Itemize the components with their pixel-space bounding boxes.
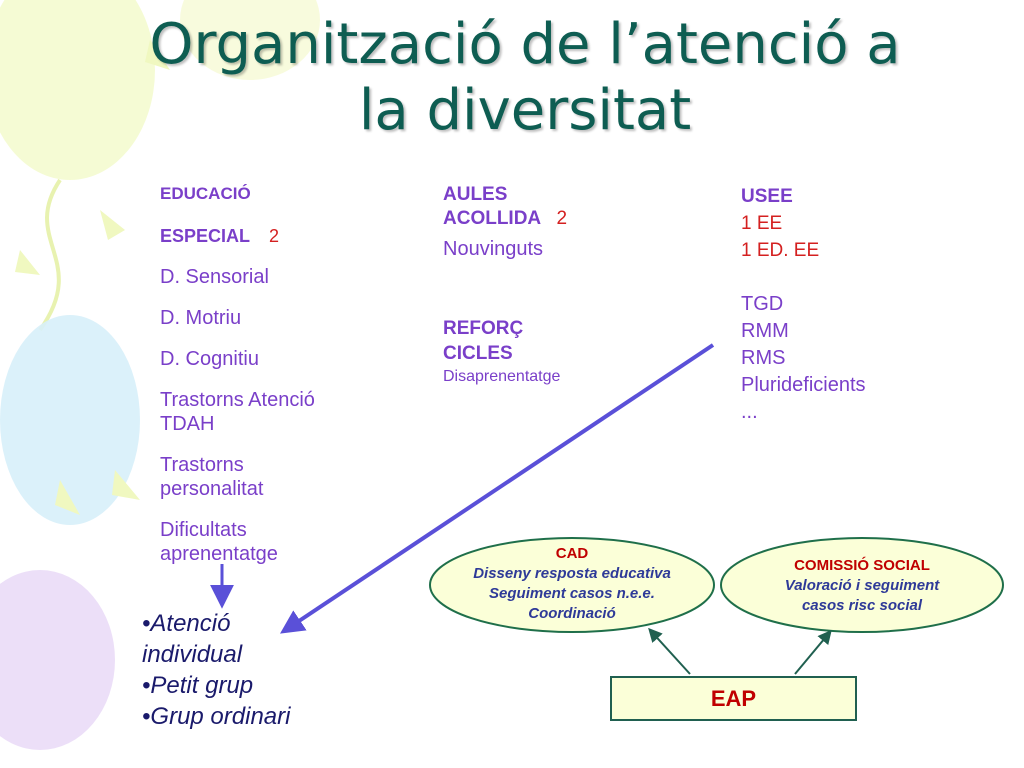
col3-item: TGD xyxy=(741,293,784,315)
col3-item: ... xyxy=(741,401,758,423)
cad-text xyxy=(440,544,704,624)
cad-line: Coordinació xyxy=(528,605,616,622)
col3-item: RMM xyxy=(741,320,789,342)
col1-item: Dificultats aprenentatge xyxy=(160,519,278,565)
col-educacio-especial xyxy=(160,182,330,583)
col1-item: D. Sensorial xyxy=(160,266,269,288)
col2-head2: ACOLLIDA xyxy=(443,208,542,229)
cad-line: Disseny resposta educativa xyxy=(473,565,671,582)
col1-item: D. Cognitiu xyxy=(160,348,259,370)
title-line-1: Organització de l’atenció a xyxy=(149,12,901,77)
bullet-item: •Grup ordinari xyxy=(142,703,291,730)
col3-line1: 1 EE xyxy=(741,213,783,234)
col2-reforc-sub: Disaprenentatge xyxy=(443,368,561,385)
cad-title: CAD xyxy=(555,545,589,562)
col1-item: Trastorns personalitat xyxy=(160,454,264,500)
comissio-line: casos risc social xyxy=(801,597,923,614)
col3-item: RMS xyxy=(741,347,786,369)
col1-head2: ESPECIAL xyxy=(160,226,251,246)
col1-item: D. Motriu xyxy=(160,307,242,329)
col1-head1: EDUCACIÓ xyxy=(160,184,251,203)
col2-sub: Nouvinguts xyxy=(443,238,544,260)
col3-line2: 1 ED. EE xyxy=(741,240,820,261)
col-usee xyxy=(741,183,921,426)
cad-line: Seguiment casos n.e.e. xyxy=(489,585,655,602)
col3-item: Plurideficients xyxy=(741,374,866,396)
bullet-item: •Petit grup xyxy=(142,672,254,699)
sparkle xyxy=(15,250,40,275)
balloon-string xyxy=(40,180,60,330)
comissio-line: Valoració i seguiment xyxy=(784,577,940,594)
balloon-lilac xyxy=(0,570,115,750)
col2-reforc2: CICLES xyxy=(443,343,513,364)
col-aules-acollida xyxy=(443,183,623,387)
arrow-eap-to-cad xyxy=(650,630,690,674)
bullet-grup-ordinari: Grup ordinari xyxy=(150,703,291,730)
bullet-list xyxy=(142,608,332,732)
comissio-text xyxy=(732,556,992,616)
title-line-2: la diversitat xyxy=(358,78,692,143)
col1-head2-num: 2 xyxy=(269,226,280,246)
col2-reforc1: REFORÇ xyxy=(443,318,524,339)
col3-head: USEE xyxy=(741,186,793,207)
col2-head1: AULES xyxy=(443,184,508,205)
col2-head2-num: 2 xyxy=(556,208,568,229)
bullet-atencio: Atenció individual xyxy=(142,610,243,668)
col1-item: Trastorns Atenció TDAH xyxy=(160,389,315,435)
eap-box: EAP xyxy=(610,676,857,721)
bullet-petit-grup: Petit grup xyxy=(150,672,254,699)
bullet-item: •Atenció individual xyxy=(142,610,243,668)
arrow-eap-to-comissio xyxy=(795,632,830,674)
sparkle xyxy=(100,210,125,240)
page-title xyxy=(60,12,990,144)
comissio-title: COMISSIÓ SOCIAL xyxy=(794,557,930,574)
